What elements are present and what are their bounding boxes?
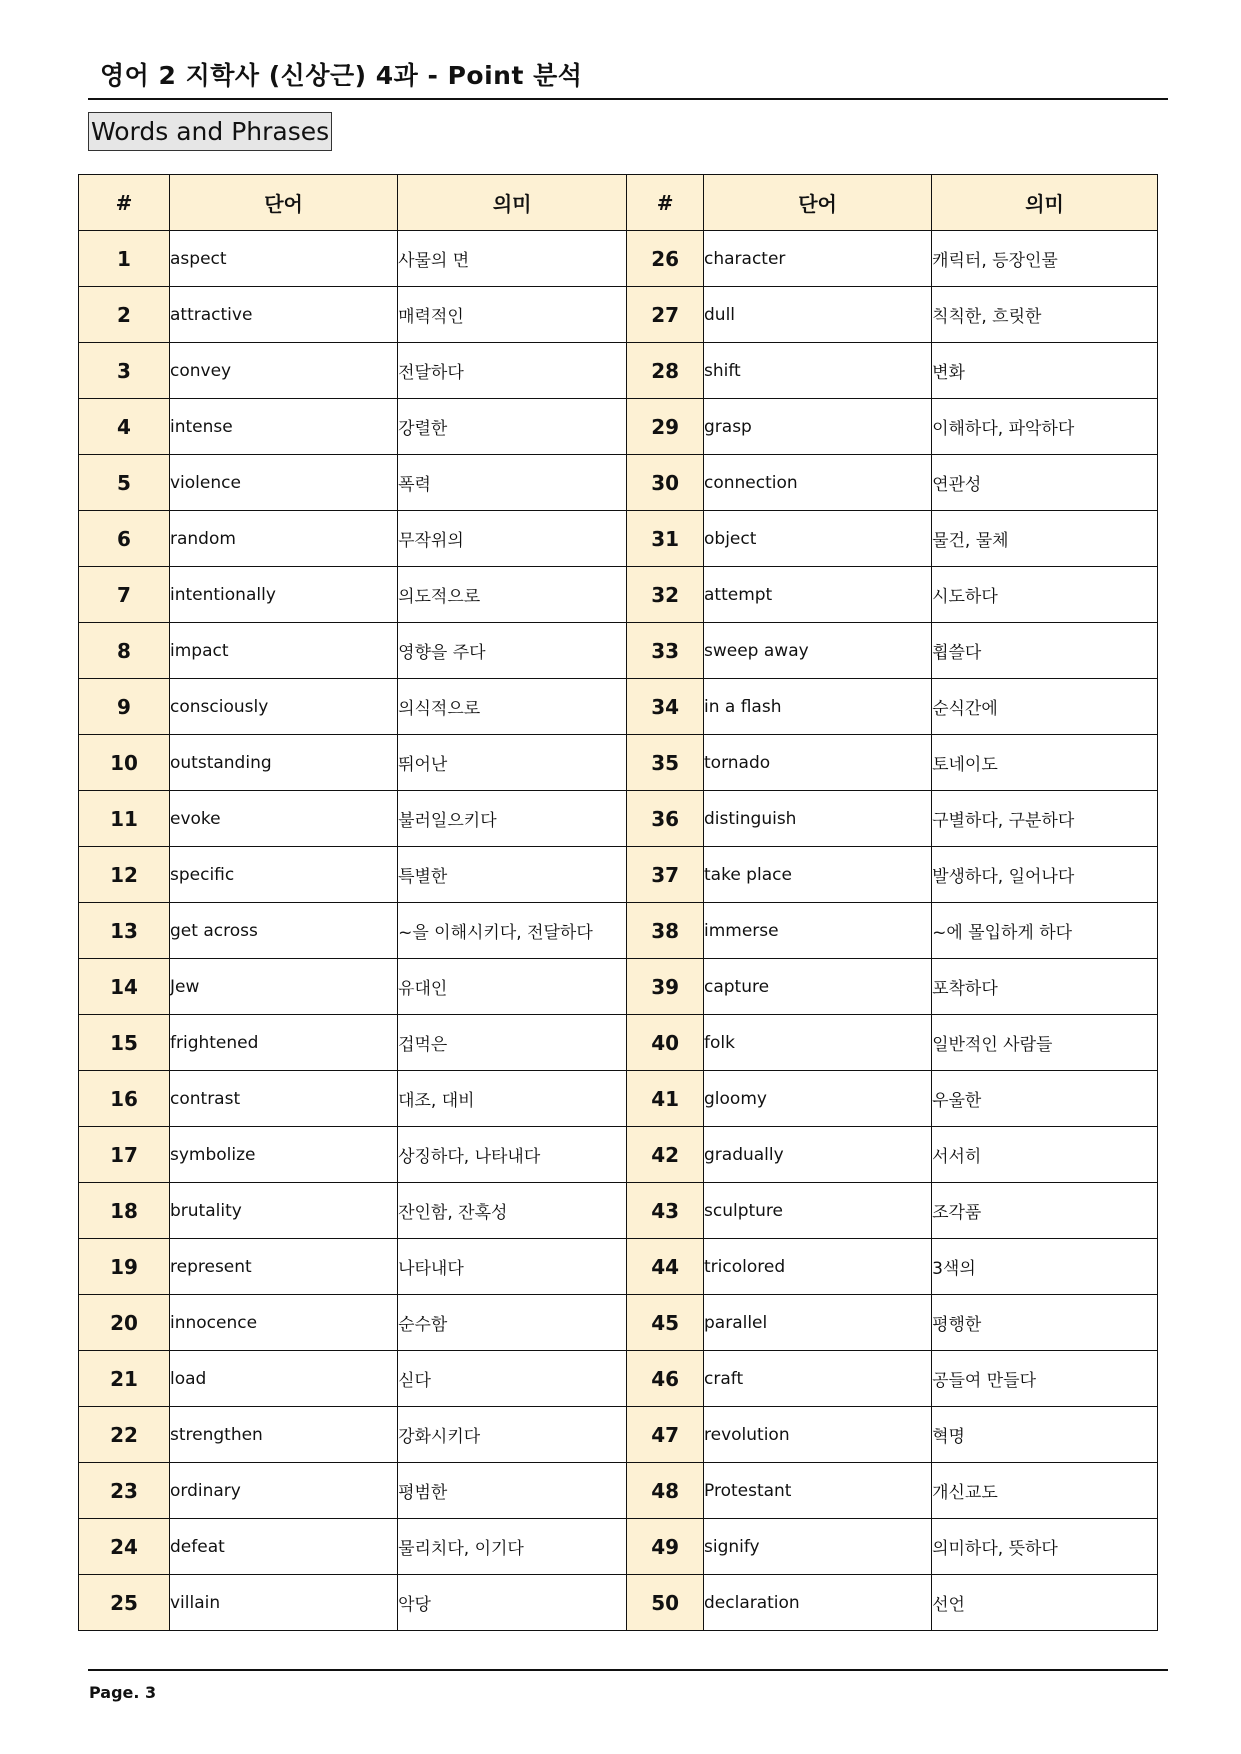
entry-meaning: 무작위의 — [398, 511, 627, 567]
entry-number: 42 — [627, 1127, 704, 1183]
table-header-row — [79, 175, 1158, 231]
entry-number: 13 — [79, 903, 170, 959]
entry-word: shift — [704, 343, 932, 399]
entry-meaning: 연관성 — [932, 455, 1158, 511]
entry-number: 36 — [627, 791, 704, 847]
entry-number: 34 — [627, 679, 704, 735]
entry-word: revolution — [704, 1407, 932, 1463]
entry-word: sculpture — [704, 1183, 932, 1239]
entry-number: 24 — [79, 1519, 170, 1575]
entry-meaning: 싣다 — [398, 1351, 627, 1407]
entry-word: capture — [704, 959, 932, 1015]
entry-word: Protestant — [704, 1463, 932, 1519]
entry-meaning: 토네이도 — [932, 735, 1158, 791]
entry-number: 4 — [79, 399, 170, 455]
column-header-word: 단어 — [170, 175, 398, 231]
entry-number: 1 — [79, 231, 170, 287]
entry-number: 20 — [79, 1295, 170, 1351]
entry-meaning: 특별한 — [398, 847, 627, 903]
entry-word: intense — [170, 399, 398, 455]
table-row — [79, 679, 1158, 735]
entry-word: gloomy — [704, 1071, 932, 1127]
entry-word: ordinary — [170, 1463, 398, 1519]
entry-word: outstanding — [170, 735, 398, 791]
table-row — [79, 903, 1158, 959]
table-row — [79, 1071, 1158, 1127]
table-row — [79, 567, 1158, 623]
entry-word: dull — [704, 287, 932, 343]
entry-number: 27 — [627, 287, 704, 343]
entry-meaning: 전달하다 — [398, 343, 627, 399]
table-row — [79, 1519, 1158, 1575]
entry-word: in a flash — [704, 679, 932, 735]
entry-number: 21 — [79, 1351, 170, 1407]
entry-number: 12 — [79, 847, 170, 903]
entry-meaning: 칙칙한, 흐릿한 — [932, 287, 1158, 343]
entry-word: evoke — [170, 791, 398, 847]
entry-word: connection — [704, 455, 932, 511]
entry-number: 32 — [627, 567, 704, 623]
entry-meaning: 강화시키다 — [398, 1407, 627, 1463]
entry-number: 15 — [79, 1015, 170, 1071]
table-row — [79, 1463, 1158, 1519]
entry-number: 2 — [79, 287, 170, 343]
entry-word: gradually — [704, 1127, 932, 1183]
entry-word: specific — [170, 847, 398, 903]
entry-word: innocence — [170, 1295, 398, 1351]
table-row — [79, 511, 1158, 567]
table-row — [79, 1127, 1158, 1183]
entry-meaning: 캐릭터, 등장인물 — [932, 231, 1158, 287]
entry-word: frightened — [170, 1015, 398, 1071]
entry-number: 43 — [627, 1183, 704, 1239]
table-row — [79, 1351, 1158, 1407]
entry-meaning: 공들여 만들다 — [932, 1351, 1158, 1407]
entry-number: 48 — [627, 1463, 704, 1519]
table-row — [79, 1575, 1158, 1631]
entry-meaning: 나타내다 — [398, 1239, 627, 1295]
entry-number: 23 — [79, 1463, 170, 1519]
entry-number: 38 — [627, 903, 704, 959]
entry-number: 31 — [627, 511, 704, 567]
entry-number: 46 — [627, 1351, 704, 1407]
entry-meaning: 강렬한 — [398, 399, 627, 455]
entry-word: get across — [170, 903, 398, 959]
entry-word: craft — [704, 1351, 932, 1407]
table-row — [79, 343, 1158, 399]
entry-number: 50 — [627, 1575, 704, 1631]
entry-word: signify — [704, 1519, 932, 1575]
page-title: 영어 2 지학사 (신상근) 4과 - Point 분석 — [100, 61, 583, 90]
entry-word: symbolize — [170, 1127, 398, 1183]
entry-word: strengthen — [170, 1407, 398, 1463]
entry-word: Jew — [170, 959, 398, 1015]
table-row — [79, 455, 1158, 511]
entry-number: 28 — [627, 343, 704, 399]
entry-number: 37 — [627, 847, 704, 903]
page-number: Page. 3 — [89, 1683, 157, 1702]
entry-number: 33 — [627, 623, 704, 679]
entry-word: aspect — [170, 231, 398, 287]
table-row — [79, 847, 1158, 903]
entry-number: 45 — [627, 1295, 704, 1351]
entry-meaning: 폭력 — [398, 455, 627, 511]
table-row — [79, 231, 1158, 287]
entry-number: 30 — [627, 455, 704, 511]
entry-word: folk — [704, 1015, 932, 1071]
entry-number: 25 — [79, 1575, 170, 1631]
entry-word: sweep away — [704, 623, 932, 679]
entry-meaning: 영향을 주다 — [398, 623, 627, 679]
entry-word: character — [704, 231, 932, 287]
entry-meaning: 매력적인 — [398, 287, 627, 343]
entry-meaning: 우울한 — [932, 1071, 1158, 1127]
entry-number: 9 — [79, 679, 170, 735]
entry-number: 5 — [79, 455, 170, 511]
entry-number: 22 — [79, 1407, 170, 1463]
entry-meaning: 물건, 물체 — [932, 511, 1158, 567]
entry-word: villain — [170, 1575, 398, 1631]
entry-number: 44 — [627, 1239, 704, 1295]
entry-number: 18 — [79, 1183, 170, 1239]
entry-word: contrast — [170, 1071, 398, 1127]
table-row — [79, 735, 1158, 791]
entry-meaning: 상징하다, 나타내다 — [398, 1127, 627, 1183]
entry-number: 7 — [79, 567, 170, 623]
table-row — [79, 1183, 1158, 1239]
entry-number: 16 — [79, 1071, 170, 1127]
entry-meaning: 조각품 — [932, 1183, 1158, 1239]
entry-meaning: 겁먹은 — [398, 1015, 627, 1071]
entry-meaning: 일반적인 사람들 — [932, 1015, 1158, 1071]
table-row — [79, 1407, 1158, 1463]
entry-word: declaration — [704, 1575, 932, 1631]
entry-meaning: 구별하다, 구분하다 — [932, 791, 1158, 847]
entry-meaning: ~을 이해시키다, 전달하다 — [398, 903, 627, 959]
entry-word: consciously — [170, 679, 398, 735]
entry-meaning: 사물의 면 — [398, 231, 627, 287]
entry-number: 35 — [627, 735, 704, 791]
entry-word: attractive — [170, 287, 398, 343]
column-header-word: 단어 — [704, 175, 932, 231]
entry-meaning: 잔인함, 잔혹성 — [398, 1183, 627, 1239]
vocabulary-table — [78, 174, 1158, 1631]
table-row — [79, 959, 1158, 1015]
entry-word: random — [170, 511, 398, 567]
entry-number: 47 — [627, 1407, 704, 1463]
entry-word: defeat — [170, 1519, 398, 1575]
table-row — [79, 399, 1158, 455]
entry-word: grasp — [704, 399, 932, 455]
entry-meaning: 불러일으키다 — [398, 791, 627, 847]
entry-word: parallel — [704, 1295, 932, 1351]
table-row — [79, 1239, 1158, 1295]
table-row — [79, 791, 1158, 847]
entry-number: 14 — [79, 959, 170, 1015]
entry-meaning: 선언 — [932, 1575, 1158, 1631]
entry-meaning: 악당 — [398, 1575, 627, 1631]
entry-number: 41 — [627, 1071, 704, 1127]
entry-word: tricolored — [704, 1239, 932, 1295]
entry-meaning: 유대인 — [398, 959, 627, 1015]
entry-word: load — [170, 1351, 398, 1407]
entry-meaning: 의미하다, 뜻하다 — [932, 1519, 1158, 1575]
entry-meaning: 발생하다, 일어나다 — [932, 847, 1158, 903]
entry-meaning: 물리치다, 이기다 — [398, 1519, 627, 1575]
entry-number: 3 — [79, 343, 170, 399]
entry-word: represent — [170, 1239, 398, 1295]
entry-meaning: 포착하다 — [932, 959, 1158, 1015]
header-divider — [88, 98, 1168, 100]
entry-word: take place — [704, 847, 932, 903]
section-heading: Words and Phrases — [88, 112, 332, 151]
entry-word: impact — [170, 623, 398, 679]
footer-divider — [88, 1669, 1168, 1671]
entry-meaning: 평범한 — [398, 1463, 627, 1519]
entry-word: intentionally — [170, 567, 398, 623]
entry-number: 8 — [79, 623, 170, 679]
entry-number: 40 — [627, 1015, 704, 1071]
entry-word: brutality — [170, 1183, 398, 1239]
column-header-number: # — [627, 175, 704, 231]
table-row — [79, 287, 1158, 343]
table-row — [79, 1295, 1158, 1351]
entry-meaning: 이해하다, 파악하다 — [932, 399, 1158, 455]
entry-word: violence — [170, 455, 398, 511]
entry-number: 10 — [79, 735, 170, 791]
table-row — [79, 1015, 1158, 1071]
entry-meaning: 순수함 — [398, 1295, 627, 1351]
entry-meaning: 개신교도 — [932, 1463, 1158, 1519]
entry-number: 29 — [627, 399, 704, 455]
entry-meaning: 대조, 대비 — [398, 1071, 627, 1127]
entry-meaning: 시도하다 — [932, 567, 1158, 623]
column-header-meaning: 의미 — [932, 175, 1158, 231]
entry-meaning: 의도적으로 — [398, 567, 627, 623]
entry-word: convey — [170, 343, 398, 399]
entry-word: distinguish — [704, 791, 932, 847]
entry-meaning: 서서히 — [932, 1127, 1158, 1183]
entry-number: 49 — [627, 1519, 704, 1575]
entry-number: 39 — [627, 959, 704, 1015]
entry-meaning: 변화 — [932, 343, 1158, 399]
entry-number: 11 — [79, 791, 170, 847]
entry-word: object — [704, 511, 932, 567]
entry-meaning: 휩쓸다 — [932, 623, 1158, 679]
table-row — [79, 623, 1158, 679]
column-header-meaning: 의미 — [398, 175, 627, 231]
entry-meaning: ~에 몰입하게 하다 — [932, 903, 1158, 959]
entry-word: immerse — [704, 903, 932, 959]
entry-meaning: 순식간에 — [932, 679, 1158, 735]
entry-meaning: 혁명 — [932, 1407, 1158, 1463]
column-header-number: # — [79, 175, 170, 231]
entry-number: 19 — [79, 1239, 170, 1295]
entry-meaning: 평행한 — [932, 1295, 1158, 1351]
entry-number: 6 — [79, 511, 170, 567]
entry-meaning: 의식적으로 — [398, 679, 627, 735]
entry-word: tornado — [704, 735, 932, 791]
entry-number: 17 — [79, 1127, 170, 1183]
entry-number: 26 — [627, 231, 704, 287]
entry-word: attempt — [704, 567, 932, 623]
entry-meaning: 3색의 — [932, 1239, 1158, 1295]
entry-meaning: 뛰어난 — [398, 735, 627, 791]
